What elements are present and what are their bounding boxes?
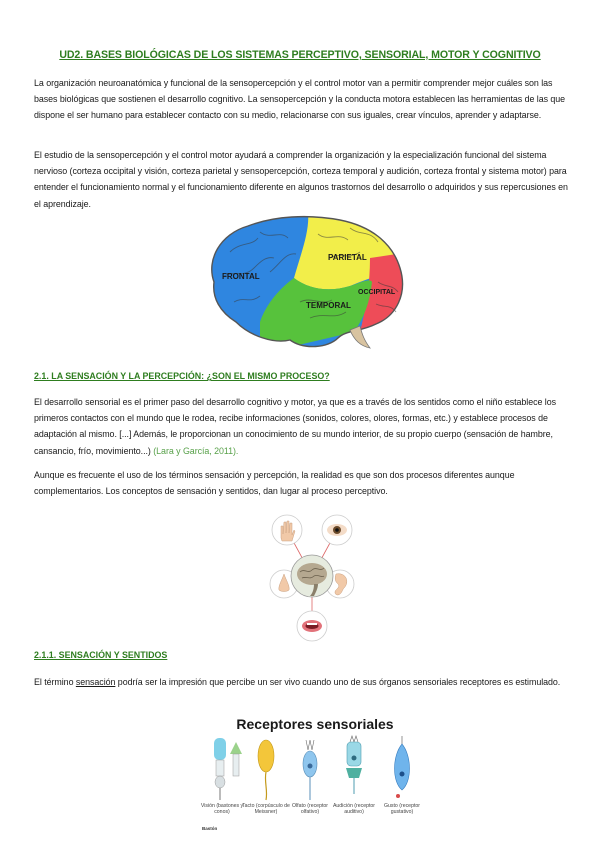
parietal-label: PARIETAL [328,253,367,262]
senses-figure [262,510,362,644]
paragraph-text-end: podría ser la impresión que percibe un ser vivo cuando uno de sus órganos sensoriales receptores es estimulado. [115,677,561,687]
receptor-label-touch: Tacto (corpúsculo de Meissner) [242,803,290,816]
receptor-label-hearing: Audición (receptor auditivo) [332,803,376,816]
section-2-1-paragraph-1 [34,394,574,459]
document-title: UD2. BASES BIOLÓGICAS DE LOS SISTEMAS PERCEPTIVO, SENSORIAL, MOTOR Y COGNITIVO [59,49,541,61]
intro-paragraph-2: El estudio de la sensopercepción y el control motor ayudará a comprender la organización y la especialización funcional del sistema nervioso (corteza occipital y visión, corteza parietal y sensopercepción, corteza temporal y audición, corteza frontal y sistema motor) para entender el funcionamiento normal y el funcionamiento diferente en algunos trastornos del desarrollo o adquiridos y sus repercusiones en el aprendizaje. [34,150,568,209]
brain-lobes-figure [200,212,410,354]
receptor-label-smell: Olfato (receptor olfativo) [291,803,329,816]
taste-receptor-icon [395,736,410,798]
receptors-figure [196,734,436,804]
receptor-label-taste: Gusto (receptor gustativo) [383,803,421,816]
receptor-label-vision: Visión (bastones y conos) [200,803,244,816]
temporal-label: TEMPORAL [306,301,351,310]
citation: (Lara y García, 2011). [153,445,239,456]
paragraph-text-start: El término [34,677,76,687]
receptors-figure-title: Receptores sensoriales [236,716,394,732]
section-2-1-1-heading: 2.1.1. SENSACIÓN Y SENTIDOS [34,650,168,660]
brain-icon [291,555,333,597]
frontal-label: FRONTAL [222,272,260,281]
section-2-1-paragraph-2: Aunque es frecuente el uso de los términos sensación y percepción, la realidad es que son dos procesos diferentes aunque complementarios. Los conceptos de sensación y sentidos, dan lugar al proceso perceptivo. [34,470,515,497]
receptor-extra-label: Bastón [202,826,218,831]
vision-receptor-icon [214,738,242,800]
section-2-1-paragraph-1-text: El desarrollo sensorial es el primer paso del desarrollo cognitivo y motor, ya que es a través de los sentidos como el niño establece los primeros contactos con el mundo que le rodea, recibe informaciones (sonidos, colores, olores, formas, etc.) y establece procesos de adaptación al mismo. [...] Además, le proporcionan un conocimiento de su mundo interior, de su propio cuerpo (sensación de hambre, cansancio, frío, movimiento...) [34,397,556,456]
smell-receptor-icon [303,740,317,800]
mouth-icon [297,611,327,641]
brainstem [350,326,370,348]
occipital-label: OCCIPITAL [358,289,396,296]
section-2-1-1-paragraph [34,674,574,690]
section-2-1-heading: 2.1. LA SENSACIÓN Y LA PERCEPCIÓN: ¿SON EL MISMO PROCESO? [34,371,330,381]
intro-paragraph-1: La organización neuroanatómica y funcional de la sensopercepción y el control motor van a permitir comprender mejor cuáles son las bases biológicas que sostienen el desarrollo cognitivo. La sensopercepción y la conducta motora establecen las herramientas de las que dispone el ser humano para establecer contacto con su medio, relacionarse con sus iguales, crear vínculos, aprender y adaptarse. [34,78,566,121]
touch-receptor-icon [258,740,274,800]
hearing-receptor-icon [346,736,362,794]
eye-icon [322,515,352,545]
hand-icon [272,515,302,545]
term-sensacion: sensación [75,677,116,687]
